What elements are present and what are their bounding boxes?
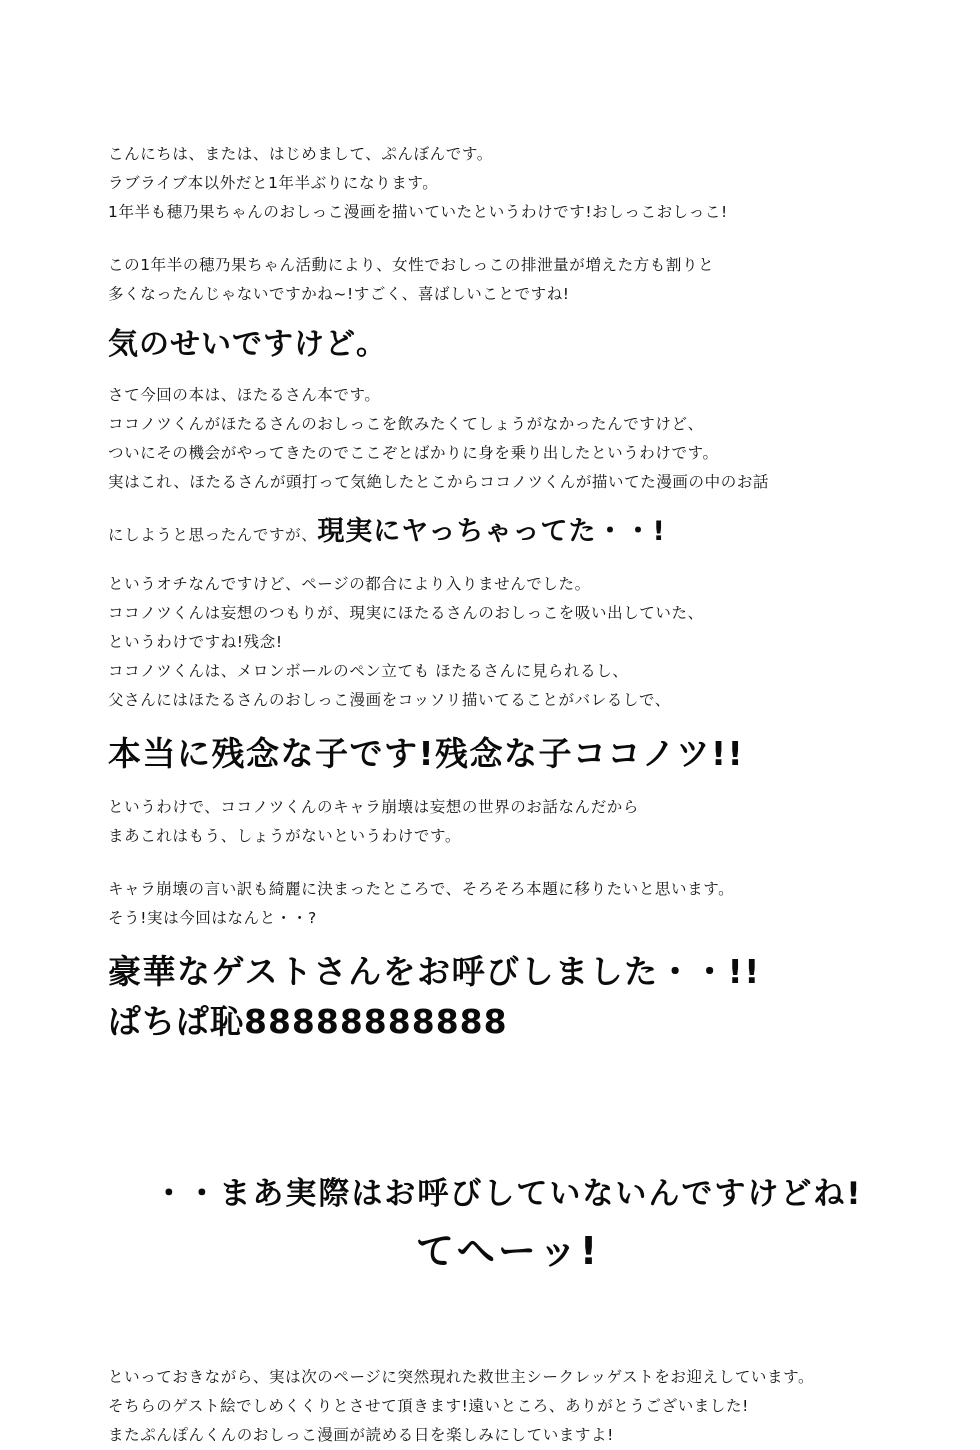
text-line: そう!実は今回はなんと・・?	[108, 909, 317, 927]
spacer	[108, 1047, 908, 1167]
text-line: ついにその機会がやってきたのでここぞとばかりに身を乗り出したというわけです。	[108, 444, 719, 462]
mixed-line-small-text: にしようと思ったんですが、	[108, 526, 318, 544]
spacer	[108, 1281, 908, 1363]
text-line: ココノツくんがほたるさんのおしっこを飲みたくてしょうがなかったんですけど、	[108, 415, 704, 433]
spacer	[108, 715, 908, 729]
paragraph-five	[108, 793, 908, 851]
spacer	[108, 309, 908, 323]
headline-tehe: てへーッ!	[415, 1229, 601, 1273]
text-line: この1年半の穂乃果ちゃん活動により、女性でおしっこの排泄量が増えた方も割りと	[108, 256, 715, 274]
mixed-size-line	[108, 511, 908, 556]
text-line: まあこれはもう、しょうがないというわけです。	[108, 827, 461, 845]
paragraph-seven	[108, 1363, 908, 1450]
text-line: またぷんぽんくんのおしっこ漫画が読める日を楽しみにしていますよ!	[108, 1426, 614, 1444]
text-line: 実はこれ、ほたるさんが頭打って気絶したとこからココノツくんが描いてた漫画の中のお話	[108, 473, 770, 491]
spacer	[108, 851, 908, 875]
spacer	[108, 367, 908, 381]
spacer	[108, 497, 908, 511]
headline-ki-no-sei: 気のせいですけど。	[108, 327, 387, 362]
headline-not-really-invited: ・・まあ実際はお呼びしていないんですけどね!	[153, 1176, 863, 1212]
paragraph-three	[108, 381, 908, 497]
text-line: ココノツくんは妄想のつもりが、現実にほたるさんのおしっこを吸い出していた、	[108, 604, 704, 622]
afterword-text-column	[108, 140, 908, 1450]
text-line: キャラ崩壊の言い訳も綺麗に決まったところで、そろそろ本題に移りたいと思います。	[108, 880, 735, 898]
text-line: ラブライブ本以外だと1年半ぶりになります。	[108, 174, 439, 192]
spacer	[108, 556, 908, 570]
spacer	[108, 933, 908, 947]
paragraph-four	[108, 570, 908, 715]
headline-guest-announcement: 豪華なゲストさんをお呼びしました・・!!	[108, 952, 761, 991]
text-line: そちらのゲスト絵でしめくくりとさせて頂きます!遠いところ、ありがとうございました!	[108, 1397, 749, 1415]
headline-zannen-na-ko: 本当に残念な子です!残念な子ココノツ!!	[108, 734, 745, 773]
text-line: こんにちは、または、はじめまして、ぷんぼんです。	[108, 145, 493, 163]
headline-applause-numbers: ぱちぱ恥88888888888	[108, 1002, 508, 1041]
text-line: さて今回の本は、ほたるさん本です。	[108, 386, 381, 404]
spacer	[108, 227, 908, 251]
centered-joke-block	[108, 1167, 908, 1281]
paragraph-intro	[108, 140, 908, 227]
text-line: 父さんにはほたるさんのおしっこ漫画をコッソリ描いてることがバレるしで、	[108, 691, 671, 709]
spacer	[108, 779, 908, 793]
text-line: ココノツくんは、メロンボールのペン立ても ほたるさんに見られるし、	[108, 662, 629, 680]
text-line: というオチなんですけど、ページの都合により入りませんでした。	[108, 575, 591, 593]
paragraph-two	[108, 251, 908, 309]
paragraph-six	[108, 875, 908, 933]
text-line: というわけですね!残念!	[108, 633, 283, 651]
text-line: といっておきながら、実は次のページに突然現れた救世主シークレッゲストをお迎えしています。	[108, 1368, 815, 1386]
text-line: 1年半も穂乃果ちゃんのおしっこ漫画を描いていたというわけです!おしっこおしっこ!	[108, 203, 728, 221]
text-line: というわけで、ココノツくんのキャラ崩壊は妄想の世界のお話なんだから	[108, 798, 639, 816]
mixed-line-emphasis-text: 現実にヤっちゃってた・・!	[317, 516, 666, 547]
text-line: 多くなったんじゃないですかね~!すごく、喜ばしいことですね!	[108, 285, 570, 303]
